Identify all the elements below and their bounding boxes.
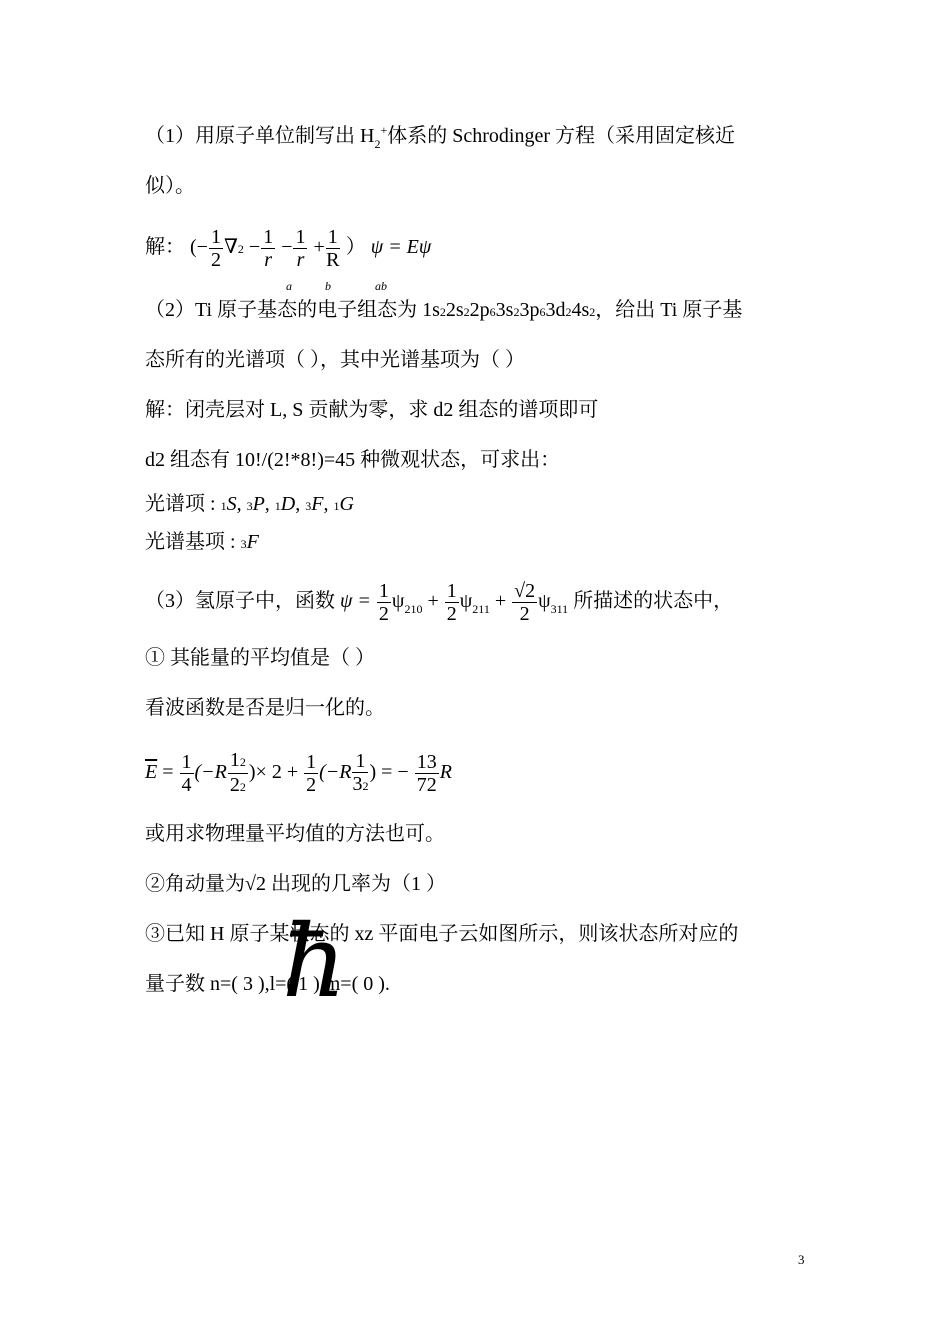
q3-part1: ① 其能量的平均值是（ ） (145, 647, 375, 669)
sub-b: b (325, 279, 331, 293)
ground-term: 光谱基项 : 3F (145, 531, 259, 553)
energy-equation: $\overline{E}$ = $\frac{1}{4}$ (−R $\frac{12}{22}$ )× 2 + $\frac{1}{2}$ (−R $\frac{1}{32}$ ) = − $\frac{13}{72}$ R (145, 748, 452, 796)
q2-microstates: d2 组态有 10!/(2!*8!)=45 种微观状态，可求出： (145, 449, 561, 471)
q3-intro: （3）氢原子中，函数 ψ = $\frac{1}{2}$ $\psi_{210}$ + $\frac{1}{2}$ $\psi_{211}$ + $\frac{√2}{2}$ $\psi_{311}$ 所描述的状态中， (145, 579, 734, 625)
q1-line1: （1）用原子单位制写出 $H_2^+$体系的 Schrodinger 方程（采用固定核近 (145, 123, 735, 151)
schrodinger-equation: 解： (− $\frac{1}{2}$ ∇2 − $\frac{1}{r}$ − $\frac{1}{r}$ + $\frac{1}{R}$ ） ψ = Eψ (145, 225, 432, 271)
page-number: 3 (798, 1252, 805, 1267)
q2-line2: 态所有的光谱项（ ），其中光谱基项为（ ） (145, 349, 525, 371)
hbar-glyph-overlay: ħ (282, 903, 347, 1020)
sub-ab: ab (375, 279, 387, 293)
sub-a: a (286, 279, 292, 293)
q3-part3-line1: ③已知 H 原子某状态的 xz 平面电子云如图所示，则该状态所对应的 (145, 923, 739, 945)
q3-part1-alt: 或用求物理量平均值的方法也可。 (145, 823, 445, 845)
q3-part1-hint: 看波函数是否是归一化的。 (145, 697, 385, 719)
q2-line1: （2）Ti 原子基态的电子组态为 1s22s22p63s23p63d24s2，给出 Ti 原子基 (145, 299, 743, 321)
q3-part2: ②角动量为√2 出现的几率为（1 ） (145, 873, 446, 895)
q1-line2: 似）。 (145, 175, 195, 197)
q3-part3-line2: 量子数 n=( 3 ),l=( 1 ),m=( 0 ). (145, 973, 390, 995)
spectral-terms: 光谱项 : 1S, 3P, 1D, 3F, 1G (145, 493, 354, 515)
q2-solution: 解：闭壳层对 L, S 贡献为零，求 d2 组态的谱项即可 (145, 399, 599, 421)
